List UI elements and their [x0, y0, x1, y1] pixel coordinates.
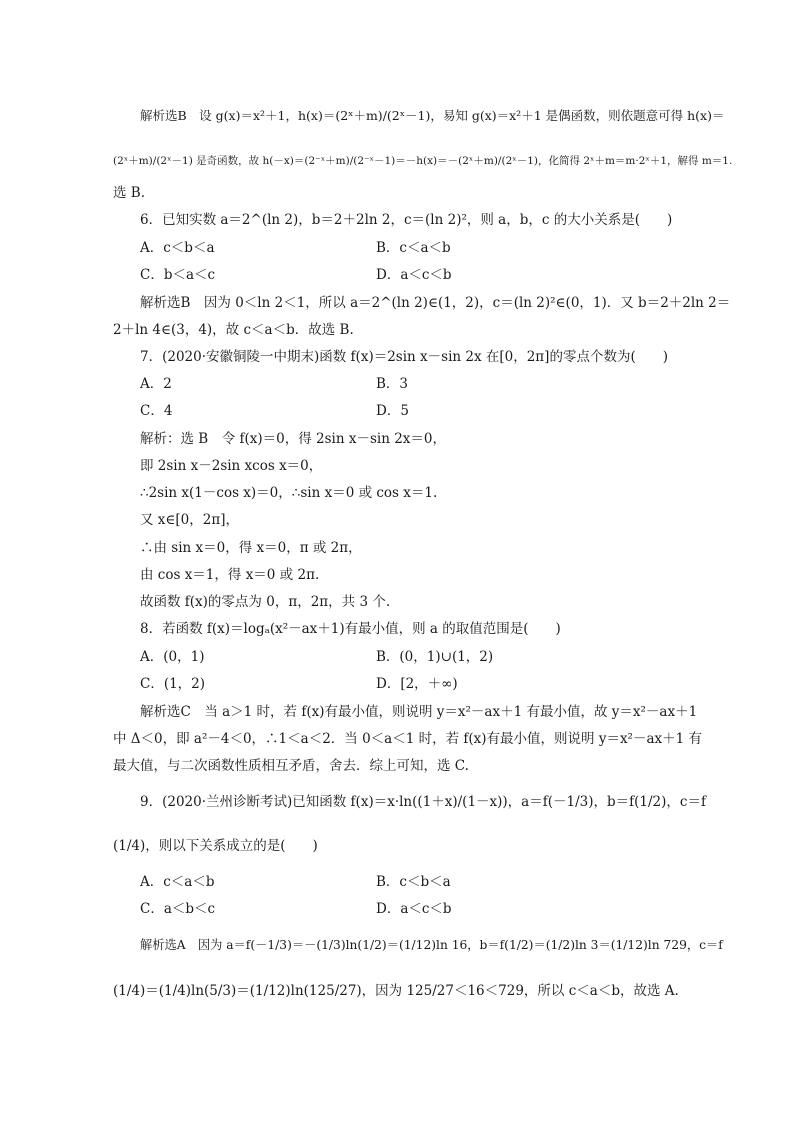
solution-q5-line2: (2ˣ＋m)/(2ˣ－1) 是奇函数，故 h(－x)＝(2⁻ˣ＋m)/(2⁻ˣ－1)＝－h(x)＝－(2ˣ＋m)/(2ˣ－1)，化简得 2ˣ＋m＝m·2ˣ＋1，解得 m＝1.	[113, 155, 733, 167]
q7-option-d: D．5	[376, 403, 409, 419]
q6-option-b: B．c＜a＜b	[376, 240, 451, 256]
solution-q7-line5: ∴由 sin x＝0，得 x＝0，π 或 2π，	[140, 540, 362, 556]
solution-q7-line3: ∴2sin x(1－cos x)＝0，∴sin x＝0 或 cos x＝1.	[140, 485, 438, 501]
q7-option-c: C．4	[140, 403, 173, 419]
solution-q8-line3: 最大值，与二次函数性质相互矛盾，舍去．综上可知，选 C.	[113, 758, 469, 774]
question-7: 7．(2020·安徽铜陵一中期末)函数 f(x)＝2sin x－sin 2x 在[0，2π]的零点个数为( )	[140, 349, 668, 365]
solution-q6-line1: 解析选B 因为 0＜ln 2＜1，所以 a＝2^(ln 2)∈(1，2)，c＝(ln 2)²∈(0，1)．又 b＝2＋2ln 2＝	[140, 295, 731, 311]
solution-q6-line2: 2＋ln 4∈(3，4)，故 c＜a＜b．故选 B.	[113, 322, 354, 338]
question-9-line1: 9．(2020·兰州诊断考试)已知函数 f(x)＝x·ln((1＋x)/(1－x))，a＝f(－1/3)，b＝f(1/2)，c＝f	[140, 794, 706, 810]
q6-option-d: D．a＜c＜b	[376, 267, 452, 283]
q6-option-c: C．b＜a＜c	[140, 267, 216, 283]
solution-q7-line6: 由 cos x＝1，得 x＝0 或 2π.	[140, 567, 320, 583]
solution-q7-line2: 即 2sin x－2sin xcos x＝0，	[140, 458, 323, 474]
solution-q7-line7: 故函数 f(x)的零点为 0，π，2π，共 3 个.	[140, 594, 391, 610]
q9-option-a: A．c＜a＜b	[140, 874, 215, 890]
q6-option-a: A．c＜b＜a	[140, 240, 215, 256]
question-6: 6．已知实数 a＝2^(ln 2)，b＝2＋2ln 2，c＝(ln 2)²，则 a，b，c 的大小关系是( )	[140, 212, 673, 228]
q8-option-d: D．[2，＋∞)	[376, 676, 458, 692]
solution-q5-line1: 解析选B 设 g(x)＝x²＋1，h(x)＝(2ˣ＋m)/(2ˣ－1)，易知 g(x)＝x²＋1 是偶函数，则依题意可得 h(x)＝	[140, 108, 725, 123]
q9-option-c: C．a＜b＜c	[140, 901, 216, 917]
solution-q7-line1: 解析：选 B 令 f(x)＝0，得 2sin x－sin 2x＝0，	[140, 431, 446, 447]
q8-option-b: B．(0，1)∪(1，2)	[376, 649, 494, 665]
q7-option-b: B．3	[376, 376, 409, 392]
question-9-line2: (1/4)，则以下关系成立的是( )	[113, 838, 318, 854]
solution-q8-line2: 中 Δ＜0，即 a²－4＜0，∴1＜a＜2．当 0＜a＜1 时，若 f(x)有最小值，则说明 y＝x²－ax＋1 有	[113, 731, 703, 747]
q9-option-d: D．a＜c＜b	[376, 901, 452, 917]
solution-q8-line1: 解析选C 当 a＞1 时，若 f(x)有最小值，则说明 y＝x²－ax＋1 有最小值，故 y＝x²－ax＋1	[140, 704, 698, 720]
solution-q5-line3: 选 B.	[113, 185, 146, 201]
q8-option-a: A．(0，1)	[140, 649, 205, 665]
solution-q7-line4: 又 x∈[0，2π]，	[140, 512, 239, 528]
q9-option-b: B．c＜b＜a	[376, 874, 451, 890]
solution-q9-line1: 解析选A 因为 a＝f(－1/3)＝－(1/3)ln(1/2)＝(1/12)ln 16，b＝f(1/2)＝(1/2)ln 3＝(1/12)ln 729，c＝f	[140, 938, 723, 952]
solution-q9-line2: (1/4)＝(1/4)ln(5/3)＝(1/12)ln(125/27)，因为 125/27＜16＜729，所以 c＜a＜b，故选 A.	[113, 983, 679, 999]
question-8: 8．若函数 f(x)＝logₐ(x²－ax＋1)有最小值，则 a 的取值范围是( )	[140, 621, 561, 637]
q7-option-a: A．2	[140, 376, 172, 392]
q8-option-c: C．(1，2)	[140, 676, 206, 692]
